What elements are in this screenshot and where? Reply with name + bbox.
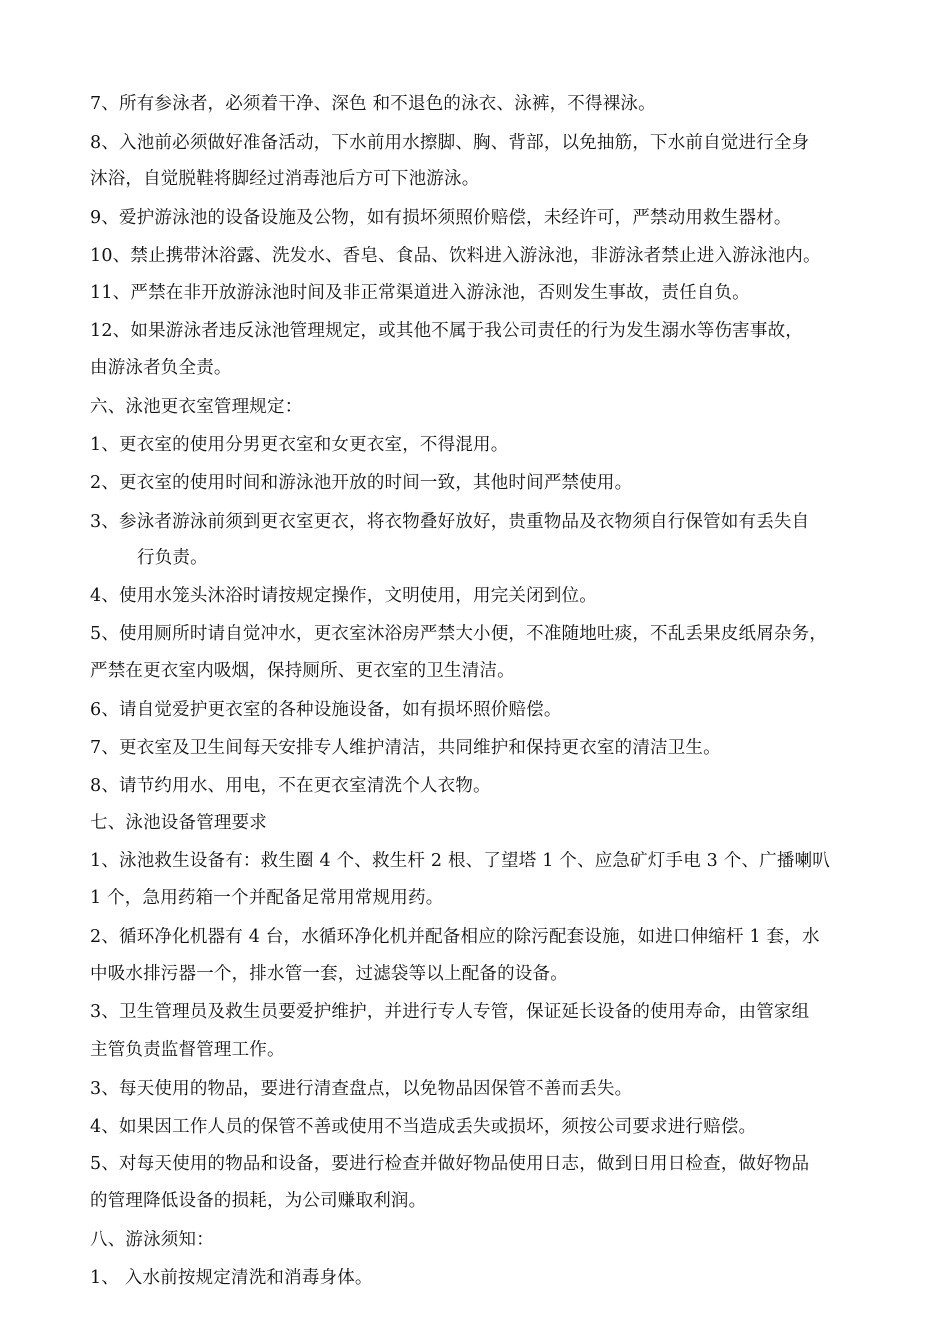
- text-line: 1、更衣室的使用分男更衣室和女更衣室，不得混用。: [90, 435, 509, 455]
- text-line: 4、使用水笼头沐浴时请按规定操作，文明使用，用完关闭到位。: [90, 586, 597, 606]
- text-line: 10、禁止携带沐浴露、洗发水、香皂、食品、饮料进入游泳池，非游泳者禁止进入游泳池内。: [90, 246, 821, 266]
- text-line: 8、请节约用水、用电，不在更衣室清洗个人衣物。: [90, 776, 491, 796]
- text-line: 3、参泳者游泳前须到更衣室更衣，将衣物叠好放好，贵重物品及衣物须自行保管如有丢失自: [90, 512, 810, 532]
- text-line: 3、卫生管理员及救生员要爱护维护，并进行专人专管，保证延长设备的使用寿命，由管家组: [90, 1002, 810, 1022]
- text-line: 11、严禁在非开放游泳池时间及非正常渠道进入游泳池，否则发生事故，责任自负。: [90, 283, 750, 303]
- text-line: 严禁在更衣室内吸烟，保持厕所、更衣室的卫生清洁。: [90, 661, 515, 681]
- text-line: 3、每天使用的物品，要进行清查盘点，以免物品因保管不善而丢失。: [90, 1079, 633, 1099]
- text-line: 6、请自觉爱护更衣室的各种设施设备，如有损坏照价赔偿。: [90, 700, 562, 720]
- section-heading: 七、泳池设备管理要求: [90, 813, 267, 833]
- text-line: 行负责。: [137, 548, 208, 568]
- text-line: 2、更衣室的使用时间和游泳池开放的时间一致，其他时间严禁使用。: [90, 473, 633, 493]
- text-line: 由游泳者负全责。: [90, 358, 232, 378]
- text-line: 主管负责监督管理工作。: [90, 1040, 285, 1060]
- text-line: 5、对每天使用的物品和设备，要进行检查并做好物品使用日志，做到日用日检查，做好物品: [90, 1154, 810, 1174]
- text-line: 1 个，急用药箱一个并配备足常用常规用药。: [90, 888, 444, 908]
- text-line: 9、爱护游泳池的设备设施及公物，如有损坏须照价赔偿，未经许可，严禁动用救生器材。: [90, 208, 792, 228]
- text-line: 7、更衣室及卫生间每天安排专人维护清洁，共同维护和保持更衣室的清洁卫生。: [90, 738, 721, 758]
- text-line: 12、如果游泳者违反泳池管理规定，或其他不属于我公司责任的行为发生溺水等伤害事故，: [90, 321, 803, 341]
- section-heading: 八、游泳须知：: [90, 1230, 214, 1250]
- text-line: 1、 入水前按规定清洗和消毒身体。: [90, 1268, 373, 1288]
- text-line: 的管理降低设备的损耗，为公司赚取利润。: [90, 1191, 427, 1211]
- section-heading: 六、泳池更衣室管理规定：: [90, 397, 303, 417]
- text-line: 2、循环净化机器有 4 台，水循环净化机并配备相应的除污配套设施，如进口伸缩杆 1 套，水: [90, 927, 820, 947]
- text-line: 7、所有参泳者，必须着干净、深色 和不退色的泳衣、泳裤，不得裸泳。: [90, 94, 656, 114]
- text-line: 5、使用厕所时请自觉冲水，更衣室沐浴房严禁大小便，不准随地吐痰，不乱丢果皮纸屑杂务，: [90, 624, 828, 644]
- text-line: 1、泳池救生设备有：救生圈 4 个、救生杆 2 根、了望塔 1 个、应急矿灯手电 3 个、广播喇叭: [90, 851, 830, 871]
- text-line: 沐浴，自觉脱鞋将脚经过消毒池后方可下池游泳。: [90, 169, 480, 189]
- text-line: 8、入池前必须做好准备活动，下水前用水擦脚、胸、背部，以免抽筋，下水前自觉进行全身: [90, 133, 810, 153]
- text-line: 中吸水排污器一个，排水管一套，过滤袋等以上配备的设备。: [90, 964, 568, 984]
- text-line: 4、如果因工作人员的保管不善或使用不当造成丢失或损坏，须按公司要求进行赔偿。: [90, 1117, 757, 1137]
